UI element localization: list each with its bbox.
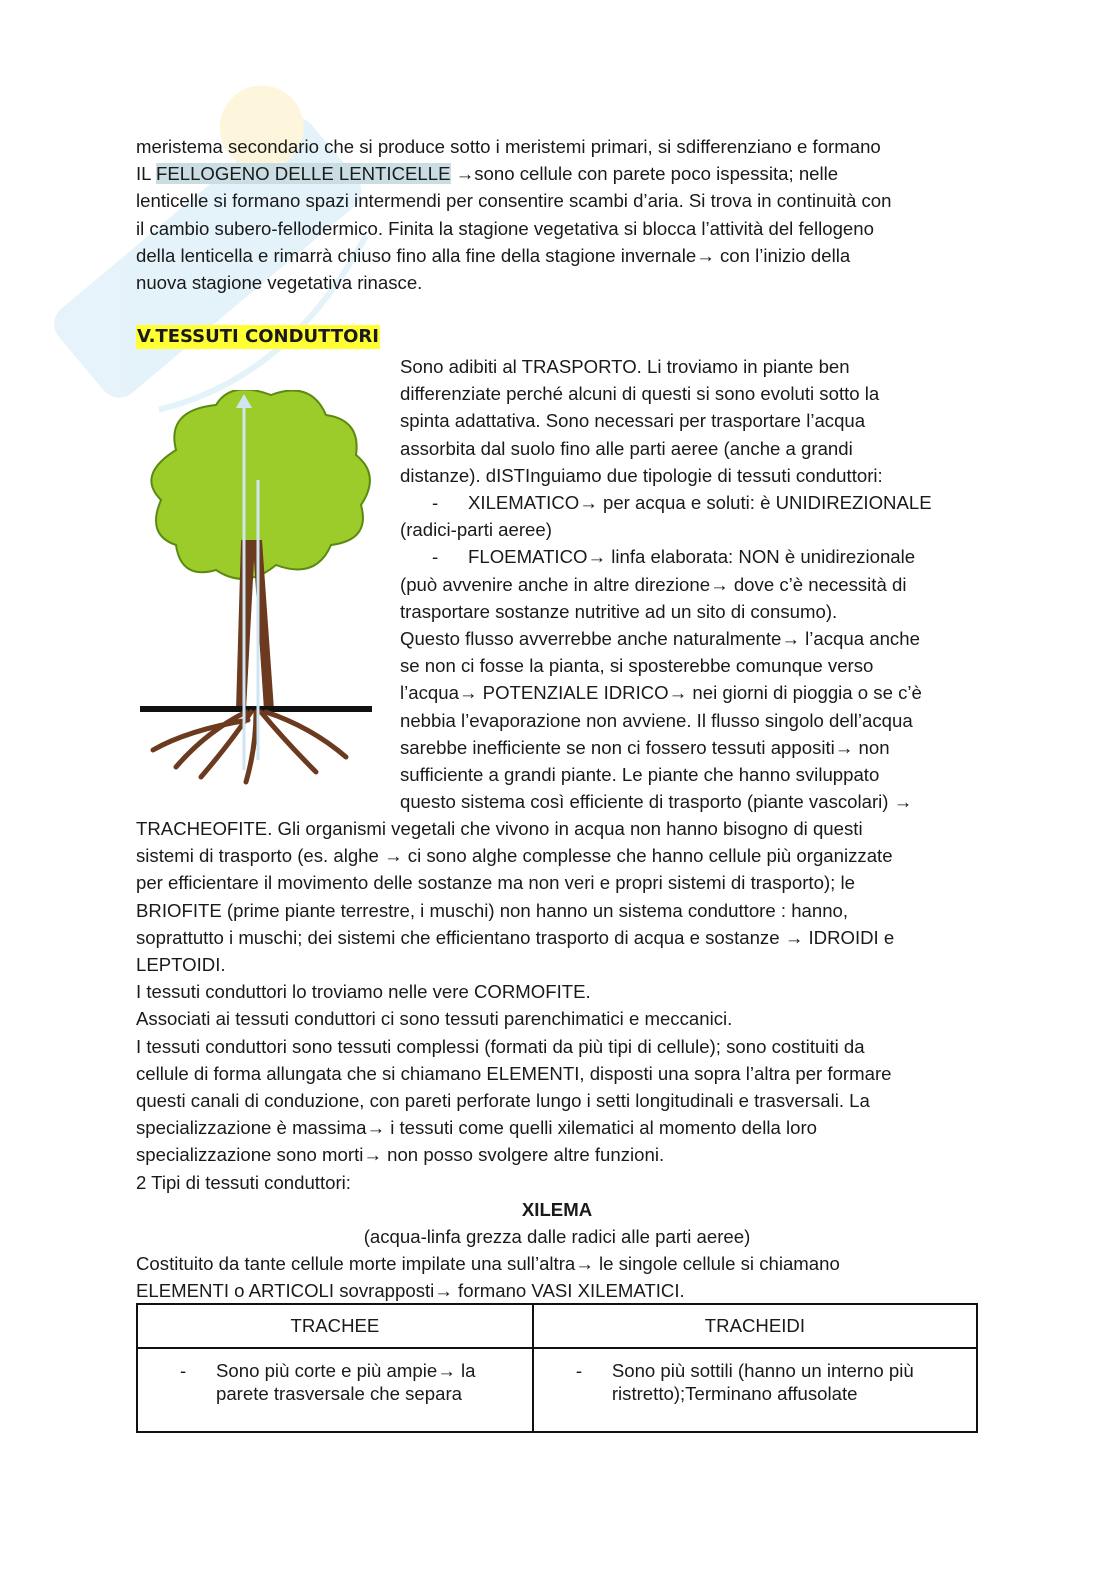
text-line: ELEMENTI o ARTICOLI sovrapposti→ formano VASI XILEMATICI. bbox=[136, 1280, 685, 1302]
text-line: spinta adattativa. Sono necessari per trasportare l’acqua bbox=[400, 410, 866, 432]
table-cell: - Sono più sottili (hanno un interno più ristretto);Terminano affusolate bbox=[533, 1348, 977, 1432]
list-item: - FLOEMATICO→ linfa elaborata: NON è unidirezionale bbox=[432, 546, 916, 568]
text-line: distanze). dISTInguiamo due tipologie di tessuti conduttori: bbox=[400, 464, 883, 486]
text-line: trasportare sostanze nutritive ad un sito di consumo). bbox=[400, 600, 838, 622]
text-line: TRACHEOFITE. Gli organismi vegetali che vivono in acqua non hanno bisogno di questi bbox=[136, 818, 863, 839]
table-cell: - Sono più corte e più ampie→ la parete trasversale che separa bbox=[137, 1348, 533, 1432]
intro-paragraph bbox=[136, 133, 891, 296]
text-line: sistemi di trasporto (es. alghe → ci sono alghe complesse che hanno cellule più organizzate bbox=[136, 845, 893, 867]
tree-illustration bbox=[136, 390, 376, 785]
highlighted-term: FELLOGENO DELLE LENTICELLE bbox=[155, 163, 451, 185]
table-header-cell: TRACHEE bbox=[137, 1304, 533, 1348]
list-item: - XILEMATICO→ per acqua e soluti: è UNIDIREZIONALE bbox=[432, 492, 932, 514]
text-line: l’acqua→ POTENZIALE IDRICO→ nei giorni di pioggia o se c’è bbox=[400, 682, 922, 704]
text-line: (radici-parti aeree) bbox=[400, 519, 552, 541]
text-line: (può avvenire anche in altre direzione→ dove c’è necessità di bbox=[400, 573, 907, 595]
xilema-title: XILEMA bbox=[521, 1198, 593, 1220]
intro-line: meristema secondario che si produce sotto i meristemi primari, si sdifferenziano e formano bbox=[136, 136, 881, 157]
text-line: questo sistema così efficiente di trasporto (piante vascolari) → bbox=[400, 791, 913, 813]
text-line: I tessuti conduttori sono tessuti complessi (formati da più tipi di cellule); sono costituiti da bbox=[136, 1035, 865, 1057]
text-line: Associati ai tessuti conduttori ci sono tessuti parenchimatici e meccanici. bbox=[136, 1008, 733, 1030]
text-line: cellule di forma allungata che si chiamano ELEMENTI, disposti una sopra l’altra per formare bbox=[136, 1062, 892, 1084]
xilema-subtitle: (acqua-linfa grezza dalle radici alle parti aeree) bbox=[363, 1226, 751, 1248]
section-heading: V.TESSUTI CONDUTTORI bbox=[137, 326, 379, 347]
text-line: BRIOFITE (prime piante terrestre, i muschi) non hanno un sistema conduttore : hanno, bbox=[136, 899, 849, 921]
text-line: sufficiente a grandi piante. Le piante che hanno sviluppato bbox=[400, 764, 880, 786]
text-line: specializzazione è massima→ i tessuti come quelli xilematici al momento della loro bbox=[136, 1117, 818, 1139]
comparison-table bbox=[136, 1303, 978, 1433]
intro-line: nuova stagione vegetativa rinasce. bbox=[136, 272, 423, 294]
table-header-row bbox=[137, 1304, 977, 1348]
intro-line: il cambio subero-fellodermico. Finita la stagione vegetativa si blocca l’attività del fellogeno bbox=[136, 217, 874, 239]
text-line: se non ci fosse la pianta, si sposterebbe comunque verso bbox=[400, 655, 874, 677]
text-line: soprattutto i muschi; dei sistemi che efficientano trasporto di acqua e sostanze → IDROIDI e bbox=[136, 926, 895, 948]
text-line: differenziate perché alcuni di questi si sono evoluti sotto la bbox=[400, 383, 880, 405]
text-line: Sono adibiti al TRASPORTO. Li troviamo in piante ben bbox=[400, 356, 850, 377]
table-row bbox=[137, 1348, 977, 1432]
text-line: sarebbe inefficiente se non ci fossero tessuti appositi→ non bbox=[400, 736, 890, 758]
text-line: assorbita dal suolo fino alle parti aeree (anche a grandi bbox=[400, 437, 853, 459]
right-column-text bbox=[400, 353, 932, 815]
text-line: questi canali di conduzione, con pareti perforate lungo i setti longitudinali e trasversali. La bbox=[136, 1090, 870, 1112]
text-line: specializzazione sono morti→ non posso svolgere altre funzioni. bbox=[136, 1144, 665, 1166]
intro-line: lenticelle si formano spazi intermendi per consentire scambi d’aria. Si trova in continuità con bbox=[136, 190, 892, 212]
text-line: I tessuti conduttori lo troviamo nelle vere CORMOFITE. bbox=[136, 981, 591, 1003]
table-header-cell: TRACHEIDI bbox=[533, 1304, 977, 1348]
body-text bbox=[136, 815, 978, 1305]
text-line: 2 Tipi di tessuti conduttori: bbox=[136, 1171, 351, 1193]
intro-line: della lenticella e rimarrà chiuso fino alla fine della stagione invernale→ con l’inizio della bbox=[136, 244, 851, 266]
text-line: nebbia l’evaporazione non avviene. Il flusso singolo dell’acqua bbox=[400, 709, 913, 731]
intro-line: IL FELLOGENO DELLE LENTICELLE →sono cellule con parete poco ispessita; nelle bbox=[136, 163, 839, 185]
text-line: Costituito da tante cellule morte impilate una sull’altra→ le singole cellule si chiamano bbox=[136, 1253, 840, 1275]
text-line: LEPTOIDI. bbox=[136, 954, 226, 976]
text-line: Questo flusso avverrebbe anche naturalmente→ l’acqua anche bbox=[400, 628, 920, 650]
text-line: per efficientare il movimento delle sostanze ma non veri e propri sistemi di trasporto); le bbox=[136, 872, 855, 894]
